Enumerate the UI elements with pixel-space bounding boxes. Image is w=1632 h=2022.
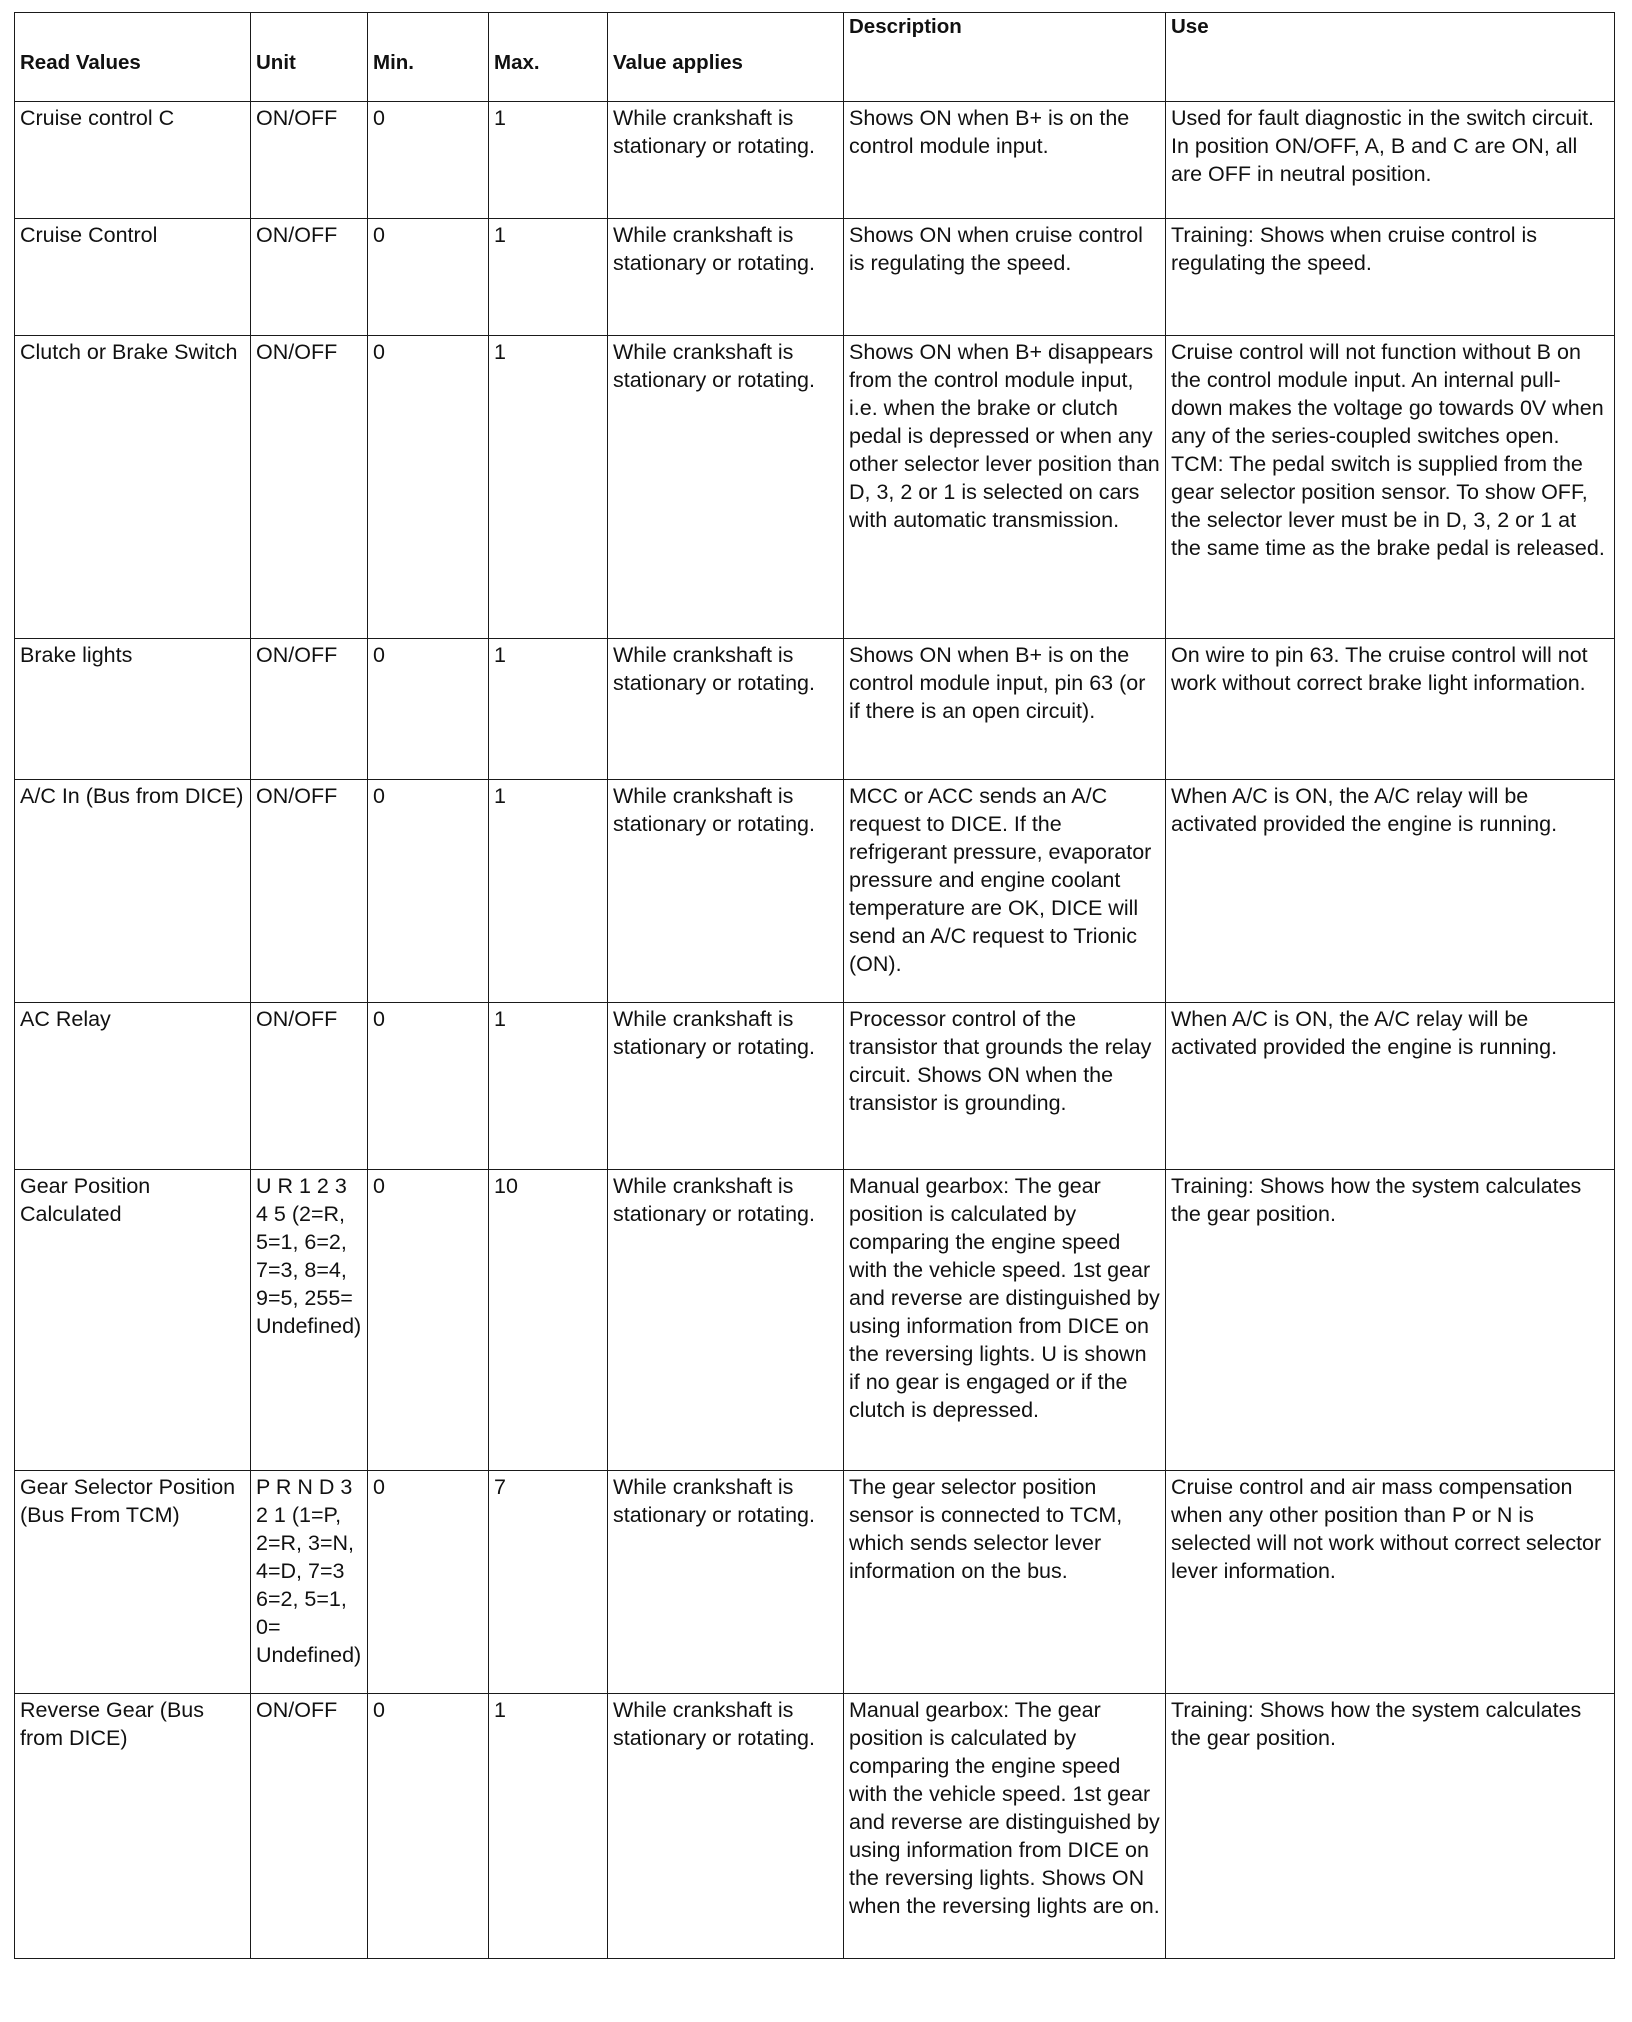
cell-unit-text: P R N D 3 2 1 (1=P, 2=R, 3=N, 4=D, 7=3 6=2, 5=1, 0= Undefined) bbox=[256, 1475, 362, 1667]
cell-read-value: Cruise control C bbox=[15, 102, 251, 219]
cell-use: Used for fault diagnostic in the switch circuit. In position ON/OFF, A, B and C are ON, all are OFF in neutral position. bbox=[1166, 102, 1615, 219]
cell-use: Cruise control and air mass compensation when any other position than P or N is selected will not work without correct selector lever information. bbox=[1166, 1471, 1615, 1694]
cell-read-value: Reverse Gear (Bus from DICE) bbox=[15, 1694, 251, 1959]
cell-value-applies: While crankshaft is stationary or rotating. bbox=[608, 336, 844, 639]
cell-min: 0 bbox=[368, 1471, 489, 1694]
cell-max: 1 bbox=[489, 336, 608, 639]
cell-min: 0 bbox=[368, 1003, 489, 1170]
cell-max: 7 bbox=[489, 1471, 608, 1694]
table-body bbox=[15, 102, 1615, 1959]
header-value-applies: Value applies bbox=[608, 13, 844, 102]
header-max: Max. bbox=[489, 13, 608, 102]
header-read-values: Read Values bbox=[15, 13, 251, 102]
header-row bbox=[15, 13, 1615, 102]
table-row bbox=[15, 102, 1615, 219]
cell-max: 10 bbox=[489, 1170, 608, 1471]
cell-use: On wire to pin 63. The cruise control will not work without correct brake light information. bbox=[1166, 639, 1615, 780]
cell-description: Shows ON when B+ is on the control module input, pin 63 (or if there is an open circuit). bbox=[844, 639, 1166, 780]
cell-unit: ON/OFF bbox=[251, 336, 368, 639]
header-use: Use bbox=[1166, 13, 1615, 102]
cell-min: 0 bbox=[368, 1694, 489, 1959]
cell-max: 1 bbox=[489, 1003, 608, 1170]
cell-read-value: Cruise Control bbox=[15, 219, 251, 336]
header-unit: Unit bbox=[251, 13, 368, 102]
cell-read-value: Gear Selector Position (Bus From TCM) bbox=[15, 1471, 251, 1694]
cell-unit bbox=[251, 1170, 368, 1471]
cell-min: 0 bbox=[368, 336, 489, 639]
cell-max: 1 bbox=[489, 639, 608, 780]
cell-max: 1 bbox=[489, 219, 608, 336]
cell-use: When A/C is ON, the A/C relay will be activated provided the engine is running. bbox=[1166, 780, 1615, 1003]
table-row bbox=[15, 1471, 1615, 1694]
cell-value-applies: While crankshaft is stationary or rotating. bbox=[608, 219, 844, 336]
cell-use: Training: Shows how the system calculates the gear position. bbox=[1166, 1170, 1615, 1471]
cell-read-value: Gear Position Calculated bbox=[15, 1170, 251, 1471]
cell-use: Training: Shows how the system calculates the gear position. bbox=[1166, 1694, 1615, 1959]
cell-description: Shows ON when cruise control is regulating the speed. bbox=[844, 219, 1166, 336]
cell-min: 0 bbox=[368, 102, 489, 219]
table-row bbox=[15, 780, 1615, 1003]
cell-description: Manual gearbox: The gear position is calculated by comparing the engine speed with the vehicle speed. 1st gear and reverse are distinguished by using information from DICE on the reversing lights. U is shown if no gear is engaged or if the clutch is depressed. bbox=[844, 1170, 1166, 1471]
cell-read-value: A/C In (Bus from DICE) bbox=[15, 780, 251, 1003]
cell-read-value: AC Relay bbox=[15, 1003, 251, 1170]
cell-max: 1 bbox=[489, 102, 608, 219]
cell-unit: ON/OFF bbox=[251, 780, 368, 1003]
cell-unit: ON/OFF bbox=[251, 1003, 368, 1170]
cell-unit: ON/OFF bbox=[251, 219, 368, 336]
header-min: Min. bbox=[368, 13, 489, 102]
cell-value-applies: While crankshaft is stationary or rotating. bbox=[608, 639, 844, 780]
cell-value-applies: While crankshaft is stationary or rotating. bbox=[608, 102, 844, 219]
cell-use: When A/C is ON, the A/C relay will be activated provided the engine is running. bbox=[1166, 1003, 1615, 1170]
table-row bbox=[15, 336, 1615, 639]
cell-value-applies: While crankshaft is stationary or rotating. bbox=[608, 1694, 844, 1959]
cell-description: Manual gearbox: The gear position is calculated by comparing the engine speed with the vehicle speed. 1st gear and reverse are distinguished by using information from DICE on the reversing lights. Shows ON when the reversing lights are on. bbox=[844, 1694, 1166, 1959]
cell-min: 0 bbox=[368, 780, 489, 1003]
cell-value-applies: While crankshaft is stationary or rotating. bbox=[608, 1170, 844, 1471]
cell-description: Shows ON when B+ is on the control module input. bbox=[844, 102, 1166, 219]
cell-use: Cruise control will not function without B on the control module input. An internal pull-down makes the voltage go towards 0V when any of the series-coupled switches open. TCM: The pedal switch is supplied from the gear selector position sensor. To show OFF, the selector lever must be in D, 3, 2 or 1 at the same time as the brake pedal is released. bbox=[1166, 336, 1615, 639]
cell-unit: ON/OFF bbox=[251, 1694, 368, 1959]
cell-value-applies: While crankshaft is stationary or rotating. bbox=[608, 1003, 844, 1170]
cell-min: 0 bbox=[368, 1170, 489, 1471]
cell-unit-text: U R 1 2 3 4 5 (2=R, 5=1, 6=2, 7=3, 8=4, 9=5, 255= Undefined) bbox=[256, 1174, 362, 1338]
cell-description: Processor control of the transistor that grounds the relay circuit. Shows ON when the transistor is grounding. bbox=[844, 1003, 1166, 1170]
cell-read-value: Clutch or Brake Switch bbox=[15, 336, 251, 639]
table-row bbox=[15, 639, 1615, 780]
read-values-table bbox=[14, 12, 1615, 1959]
cell-description: Shows ON when B+ disappears from the control module input, i.e. when the brake or clutch pedal is depressed or when any other selector lever position than D, 3, 2 or 1 is selected on cars with automatic transmission. bbox=[844, 336, 1166, 639]
table-row bbox=[15, 1694, 1615, 1959]
cell-unit: ON/OFF bbox=[251, 639, 368, 780]
table-row bbox=[15, 1170, 1615, 1471]
cell-value-applies: While crankshaft is stationary or rotating. bbox=[608, 780, 844, 1003]
cell-max: 1 bbox=[489, 780, 608, 1003]
cell-use: Training: Shows when cruise control is regulating the speed. bbox=[1166, 219, 1615, 336]
document-page bbox=[14, 12, 1614, 1959]
cell-min: 0 bbox=[368, 639, 489, 780]
table-row bbox=[15, 219, 1615, 336]
cell-unit bbox=[251, 1471, 368, 1694]
cell-value-applies: While crankshaft is stationary or rotating. bbox=[608, 1471, 844, 1694]
header-description: Description bbox=[844, 13, 1166, 102]
table-row bbox=[15, 1003, 1615, 1170]
cell-description: MCC or ACC sends an A/C request to DICE. If the refrigerant pressure, evaporator pressure and engine coolant temperature are OK, DICE will send an A/C request to Trionic (ON). bbox=[844, 780, 1166, 1003]
cell-description: The gear selector position sensor is connected to TCM, which sends selector lever information on the bus. bbox=[844, 1471, 1166, 1694]
cell-min: 0 bbox=[368, 219, 489, 336]
cell-read-value: Brake lights bbox=[15, 639, 251, 780]
cell-max: 1 bbox=[489, 1694, 608, 1959]
table-header bbox=[15, 13, 1615, 102]
cell-unit: ON/OFF bbox=[251, 102, 368, 219]
